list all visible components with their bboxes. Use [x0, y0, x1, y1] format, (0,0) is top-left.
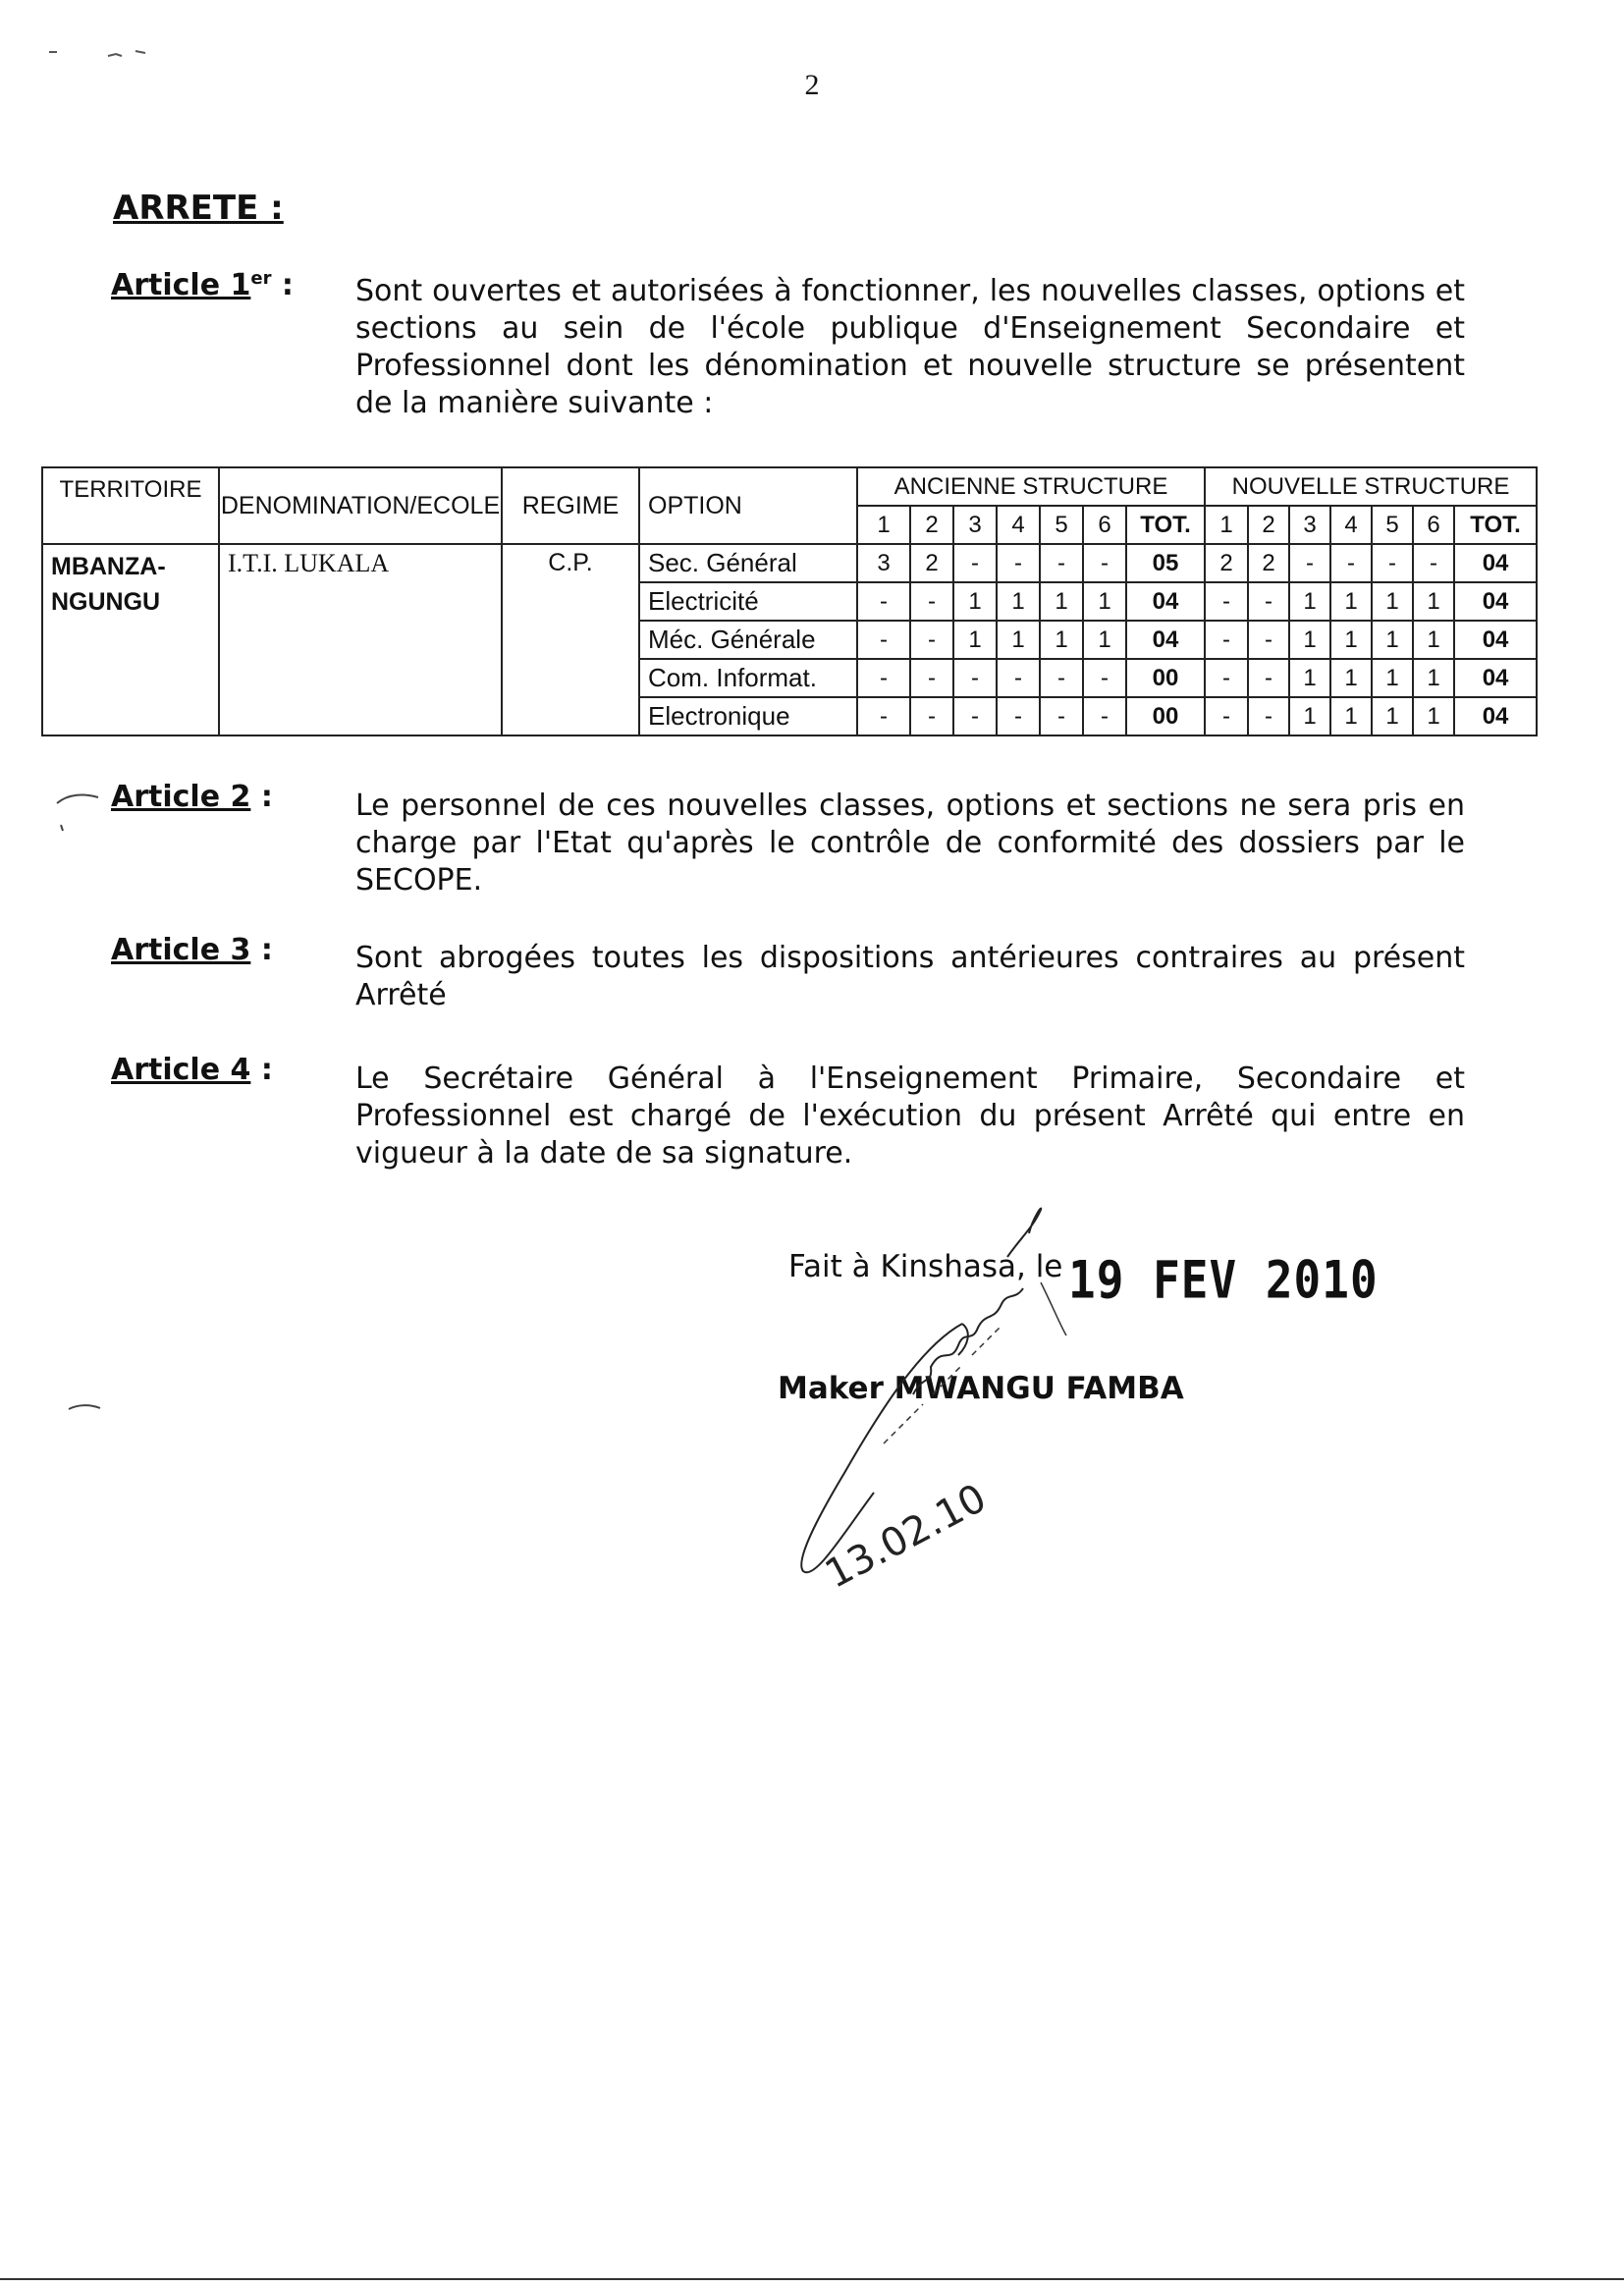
article-1-suffix: : — [271, 268, 294, 302]
header-nouvelle-year: 2 — [1248, 506, 1289, 544]
ancienne-total-cell: 00 — [1126, 697, 1205, 735]
ancienne-year-cell: 1 — [1083, 582, 1126, 621]
nouvelle-year-cell: 1 — [1330, 697, 1372, 735]
handwritten-date: 13.02.10 — [818, 1475, 994, 1598]
ancienne-year-cell: 1 — [953, 582, 997, 621]
ancienne-year-cell: 1 — [1040, 621, 1083, 659]
ancienne-year-cell: 1 — [953, 621, 997, 659]
nouvelle-total-cell: 04 — [1454, 659, 1537, 697]
ancienne-year-cell: 2 — [910, 544, 953, 582]
nouvelle-year-cell: 1 — [1289, 582, 1330, 621]
article-3-text: Sont abrogées toutes les dispositions antérieures contraires au présent Arrêté — [355, 941, 1465, 1012]
header-nouvelle-year: 4 — [1330, 506, 1372, 544]
ancienne-year-cell: 3 — [857, 544, 910, 582]
article-2-label — [111, 780, 273, 814]
header-ancienne-total: TOT. — [1126, 506, 1205, 544]
nouvelle-year-cell: 1 — [1372, 659, 1413, 697]
table-row — [42, 544, 1537, 582]
header-nouvelle-total: TOT. — [1454, 506, 1537, 544]
header-regime: REGIME — [502, 467, 639, 544]
header-nouvelle-year: 3 — [1289, 506, 1330, 544]
nouvelle-year-cell: 1 — [1330, 621, 1372, 659]
nouvelle-year-cell: - — [1372, 544, 1413, 582]
header-ancienne-year: 5 — [1040, 506, 1083, 544]
ancienne-year-cell: - — [1040, 544, 1083, 582]
nouvelle-year-cell: - — [1289, 544, 1330, 582]
article-2-suffix: : — [250, 780, 273, 814]
option-cell: Electricité — [639, 582, 857, 621]
nouvelle-year-cell: 1 — [1413, 582, 1454, 621]
header-territoire: TERRITOIRE — [42, 467, 219, 544]
nouvelle-year-cell: - — [1205, 621, 1248, 659]
nouvelle-year-cell: 1 — [1413, 621, 1454, 659]
nouvelle-year-cell: - — [1413, 544, 1454, 582]
article-4-suffix: : — [250, 1053, 273, 1087]
nouvelle-year-cell: - — [1248, 697, 1289, 735]
nouvelle-total-cell: 04 — [1454, 697, 1537, 735]
regime-cell: C.P. — [502, 544, 639, 735]
header-denomination: DENOMINATION/ECOLE — [219, 467, 502, 544]
article-4-text: Le Secrétaire Général à l'Enseignement Primaire, Secondaire et Professionnel est chargé de l'exécution du présent Arrêté qui entre en vigueur à la date de sa signature. — [355, 1062, 1465, 1171]
ancienne-year-cell: - — [997, 697, 1040, 735]
nouvelle-year-cell: - — [1205, 582, 1248, 621]
header-ancienne-year: 6 — [1083, 506, 1126, 544]
ancienne-year-cell: - — [857, 697, 910, 735]
ancienne-year-cell: - — [997, 544, 1040, 582]
ancienne-year-cell: - — [910, 659, 953, 697]
ancienne-total-cell: 04 — [1126, 582, 1205, 621]
nouvelle-year-cell: 2 — [1248, 544, 1289, 582]
ancienne-year-cell: - — [1040, 659, 1083, 697]
ancienne-year-cell: 1 — [1040, 582, 1083, 621]
nouvelle-total-cell: 04 — [1454, 544, 1537, 582]
header-ancienne-structure: ANCIENNE STRUCTURE — [857, 467, 1205, 506]
ancienne-year-cell: - — [910, 621, 953, 659]
header-nouvelle-year: 1 — [1205, 506, 1248, 544]
nouvelle-total-cell: 04 — [1454, 621, 1537, 659]
nouvelle-year-cell: - — [1248, 659, 1289, 697]
article-3-title: Article 3 — [111, 933, 251, 967]
denomination-cell: I.T.I. LUKALA — [219, 544, 502, 735]
ancienne-year-cell: 1 — [997, 582, 1040, 621]
structure-table — [41, 466, 1538, 736]
ancienne-year-cell: - — [1083, 544, 1126, 582]
nouvelle-year-cell: 1 — [1289, 621, 1330, 659]
signatory-name: Maker MWANGU FAMBA — [778, 1371, 1184, 1406]
option-cell: Com. Informat. — [639, 659, 857, 697]
place-date-text: Fait à Kinshasa, le — [788, 1249, 1063, 1284]
article-1-superscript: er — [250, 268, 272, 289]
nouvelle-year-cell: 1 — [1289, 659, 1330, 697]
ancienne-year-cell: - — [1083, 697, 1126, 735]
nouvelle-year-cell: 1 — [1289, 697, 1330, 735]
ancienne-year-cell: - — [910, 582, 953, 621]
nouvelle-year-cell: 1 — [1330, 659, 1372, 697]
nouvelle-year-cell: - — [1248, 582, 1289, 621]
nouvelle-year-cell: - — [1330, 544, 1372, 582]
article-1-label — [111, 268, 294, 302]
ancienne-total-cell: 00 — [1126, 659, 1205, 697]
nouvelle-total-cell: 04 — [1454, 582, 1537, 621]
ancienne-year-cell: 1 — [997, 621, 1040, 659]
ancienne-year-cell: - — [1040, 697, 1083, 735]
nouvelle-year-cell: 1 — [1372, 582, 1413, 621]
ancienne-year-cell: - — [857, 582, 910, 621]
nouvelle-year-cell: - — [1205, 659, 1248, 697]
ancienne-year-cell: 1 — [1083, 621, 1126, 659]
article-1-text: Sont ouvertes et autorisées à fonctionner, les nouvelles classes, options et sections au sein de l'école publique d'Enseignement Secondaire et Professionnel dont les dénomination et nouvelle structure se présentent de la manière suivante : — [355, 274, 1465, 420]
ancienne-year-cell: - — [1083, 659, 1126, 697]
option-cell: Sec. Général — [639, 544, 857, 582]
ancienne-year-cell: - — [857, 659, 910, 697]
ancienne-year-cell: - — [910, 697, 953, 735]
option-cell: Electronique — [639, 697, 857, 735]
nouvelle-year-cell: 1 — [1413, 697, 1454, 735]
header-ancienne-year: 1 — [857, 506, 910, 544]
article-1-title: Article 1 — [111, 268, 251, 302]
nouvelle-year-cell: - — [1205, 697, 1248, 735]
article-3-suffix: : — [250, 933, 273, 967]
territoire-cell: MBANZA-NGUNGU — [42, 544, 219, 735]
header-option: OPTION — [639, 467, 857, 544]
header-nouvelle-year: 5 — [1372, 506, 1413, 544]
nouvelle-year-cell: 1 — [1372, 697, 1413, 735]
article-2-text: Le personnel de ces nouvelles classes, options et sections ne sera pris en charge par l'Etat qu'après le contrôle de conformité des dossiers par le SECOPE. — [355, 789, 1465, 898]
nouvelle-year-cell: 1 — [1413, 659, 1454, 697]
handwritten-signature-icon — [776, 1198, 1227, 1610]
ancienne-total-cell: 04 — [1126, 621, 1205, 659]
nouvelle-year-cell: 1 — [1372, 621, 1413, 659]
header-ancienne-year: 4 — [997, 506, 1040, 544]
article-3-label — [111, 933, 273, 967]
article-2-title: Article 2 — [111, 780, 251, 814]
nouvelle-year-cell: 1 — [1330, 582, 1372, 621]
ancienne-year-cell: - — [953, 659, 997, 697]
decree-heading: ARRETE : — [113, 189, 284, 228]
ancienne-year-cell: - — [997, 659, 1040, 697]
ancienne-year-cell: - — [857, 621, 910, 659]
date-stamp: 19 FEV 2010 — [1068, 1248, 1379, 1311]
page-number: 2 — [804, 69, 820, 101]
bottom-border — [0, 2278, 1624, 2280]
nouvelle-year-cell: - — [1248, 621, 1289, 659]
header-ancienne-year: 3 — [953, 506, 997, 544]
header-ancienne-year: 2 — [910, 506, 953, 544]
header-nouvelle-year: 6 — [1413, 506, 1454, 544]
ancienne-year-cell: - — [953, 544, 997, 582]
nouvelle-year-cell: 2 — [1205, 544, 1248, 582]
article-4-title: Article 4 — [111, 1053, 251, 1087]
ancienne-year-cell: - — [953, 697, 997, 735]
article-4-label — [111, 1053, 273, 1087]
header-nouvelle-structure: NOUVELLE STRUCTURE — [1205, 467, 1537, 506]
ancienne-total-cell: 05 — [1126, 544, 1205, 582]
option-cell: Méc. Générale — [639, 621, 857, 659]
